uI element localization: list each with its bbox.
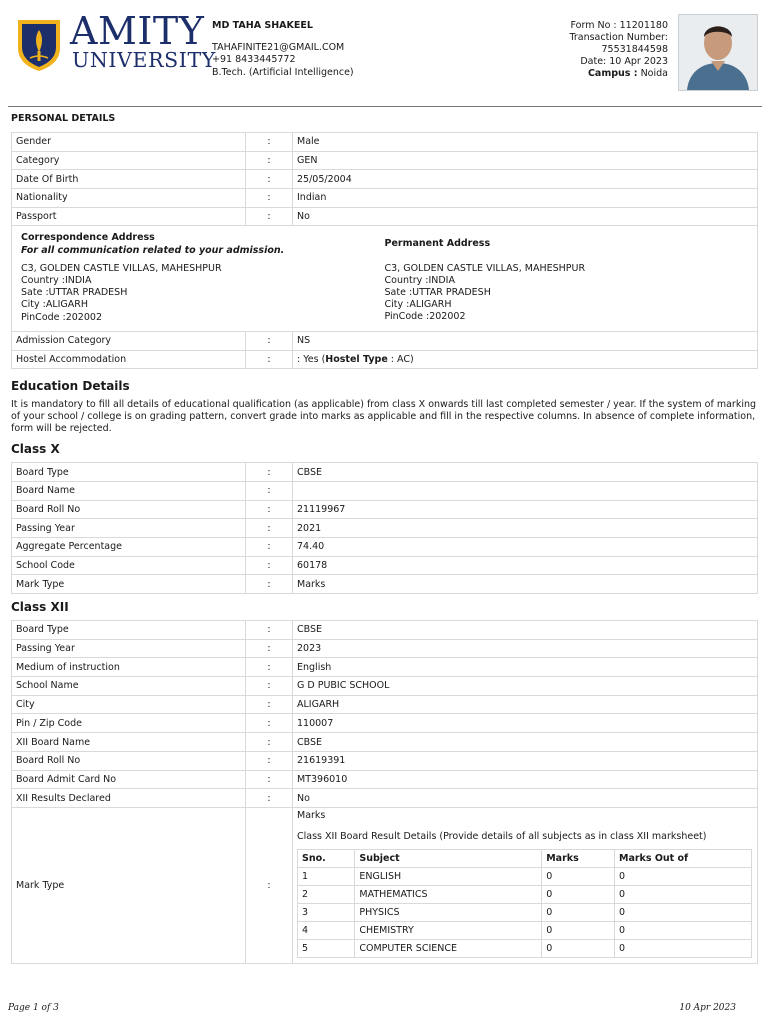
- row-separator: :: [246, 770, 293, 789]
- amity-crest-icon: [16, 18, 62, 72]
- row-value: 21119967: [293, 500, 758, 519]
- row-value: MT396010: [293, 770, 758, 789]
- row-value: No: [293, 207, 758, 226]
- row-separator: :: [246, 677, 293, 696]
- transaction-label: Transaction Number:: [569, 32, 668, 43]
- subject-cell: 0: [614, 885, 751, 903]
- permanent-title: Permanent Address: [384, 238, 491, 250]
- row-separator: :: [246, 556, 293, 575]
- row-label: Passing Year: [12, 519, 246, 538]
- subject-cell: 0: [542, 903, 615, 921]
- page-number: Page 1 of 3: [8, 1003, 59, 1013]
- row-separator: :: [246, 463, 293, 482]
- row-separator: :: [246, 519, 293, 538]
- row-label: Medium of instruction: [12, 658, 246, 677]
- row-label: Pin / Zip Code: [12, 714, 246, 733]
- row-separator: :: [246, 170, 293, 189]
- table-row: [12, 556, 758, 575]
- subject-cell: MATHEMATICS: [355, 885, 542, 903]
- table-row: [12, 133, 758, 152]
- table-row: [12, 151, 758, 170]
- row-separator: :: [246, 133, 293, 152]
- class-xii-title: Class XII: [11, 600, 69, 615]
- amity-logo: [16, 9, 216, 82]
- subject-cell: 1: [298, 867, 355, 885]
- table-row: [12, 207, 758, 226]
- subject-row: [298, 903, 752, 921]
- campus: Campus : Noida: [587, 68, 668, 79]
- table-row: [12, 695, 758, 714]
- personal-details-label: PERSONAL DETAILS: [11, 113, 116, 124]
- table-row: [12, 463, 758, 482]
- table-row: [12, 500, 758, 519]
- address-line: PinCode :202002: [384, 311, 466, 323]
- subject-row: [298, 921, 752, 939]
- address-line: Country :INDIA: [21, 275, 92, 287]
- row-label: Category: [12, 151, 246, 170]
- subject-cell: PHYSICS: [355, 903, 542, 921]
- row-separator: :: [246, 807, 293, 963]
- row-label: School Code: [12, 556, 246, 575]
- personal-details-table: [11, 132, 758, 226]
- row-separator: :: [246, 575, 293, 594]
- header-divider: [8, 106, 762, 107]
- row-label: Board Roll No: [12, 500, 246, 519]
- row-label: Aggregate Percentage: [12, 537, 246, 556]
- admission-table: [11, 331, 758, 369]
- row-separator: :: [246, 621, 293, 640]
- row-label: Mark Type: [12, 807, 246, 963]
- row-value: 25/05/2004: [293, 170, 758, 189]
- mark-type-value: Marks: [297, 809, 326, 821]
- table-row: [12, 770, 758, 789]
- row-label: XII Results Declared: [12, 789, 246, 808]
- row-value: English: [293, 658, 758, 677]
- table-row: [12, 331, 758, 350]
- table-row: [12, 170, 758, 189]
- form-content: [11, 111, 758, 964]
- row-separator: :: [246, 481, 293, 500]
- education-notice: It is mandatory to fill all details of educational qualification (as applicable) from class X onwards till last completed semester / year. If the system of marking of your school / college is on grading pattern, convert grade into marks as applicable and fill in the respective columns. In absence of complete information, form will be rejected.: [11, 399, 757, 435]
- address-line: PinCode :202002: [21, 311, 102, 323]
- subject-cell: 0: [614, 903, 751, 921]
- row-value: CBSE: [293, 621, 758, 640]
- row-label: Board Type: [12, 463, 246, 482]
- row-separator: :: [246, 789, 293, 808]
- row-value: 60178: [293, 556, 758, 575]
- row-value: 74.40: [293, 537, 758, 556]
- class-xii-table: [11, 620, 758, 964]
- applicant-name: MD TAHA SHAKEEL: [212, 20, 313, 31]
- row-value: No: [293, 789, 758, 808]
- applicant-photo: [678, 14, 758, 91]
- subject-cell: 0: [542, 939, 615, 957]
- address-line: Country :INDIA: [384, 274, 455, 286]
- brand-subname: UNIVERSITY: [72, 48, 216, 72]
- subject-cell: COMPUTER SCIENCE: [355, 939, 542, 957]
- applicant-info: [212, 20, 354, 79]
- table-row: [12, 350, 758, 369]
- subject-cell: 0: [542, 885, 615, 903]
- address-line: C3, GOLDEN CASTLE VILLAS, MAHESHPUR: [384, 262, 586, 274]
- row-label: Mark Type: [12, 575, 246, 594]
- row-label: Date Of Birth: [12, 170, 246, 189]
- transaction-number: 75531844598: [601, 44, 668, 55]
- address-line: City :ALIGARH: [21, 299, 89, 311]
- subject-cell: ENGLISH: [355, 867, 542, 885]
- address-line: Sate :UTTAR PRADESH: [21, 287, 128, 299]
- row-separator: :: [246, 714, 293, 733]
- row-value: [293, 481, 758, 500]
- subject-cell: 3: [298, 903, 355, 921]
- applicant-email: TAHAFINITE21@GMAIL.COM: [212, 41, 345, 53]
- result-caption: Class XII Board Result Details (Provide details of all subjects as in class XII marksheet): [297, 830, 707, 842]
- table-row: [12, 677, 758, 696]
- form-header: [8, 10, 760, 102]
- row-label: Board Admit Card No: [12, 770, 246, 789]
- form-date: Date: 10 Apr 2023: [580, 56, 668, 67]
- address-block: [11, 226, 758, 330]
- row-value: GEN: [293, 151, 758, 170]
- class-x-title: Class X: [11, 442, 60, 457]
- row-label: City: [12, 695, 246, 714]
- row-label: Admission Category: [12, 331, 246, 350]
- row-label: Hostel Accommodation: [12, 350, 246, 369]
- row-label: Board Type: [12, 621, 246, 640]
- row-separator: :: [246, 331, 293, 350]
- applicant-photo-image: [679, 15, 757, 90]
- correspondence-title: Correspondence Address: [21, 232, 155, 244]
- form-number: Form No : 11201180: [570, 20, 668, 31]
- footer-date: 10 Apr 2023: [679, 1003, 736, 1013]
- column-header: Marks Out of: [614, 849, 751, 867]
- subject-cell: 0: [614, 921, 751, 939]
- row-label: Passing Year: [12, 639, 246, 658]
- form-info: [569, 20, 668, 80]
- subject-cell: 4: [298, 921, 355, 939]
- column-header: Sno.: [298, 849, 355, 867]
- row-value: 110007: [293, 714, 758, 733]
- row-separator: :: [246, 751, 293, 770]
- row-label: XII Board Name: [12, 733, 246, 752]
- subject-cell: 2: [298, 885, 355, 903]
- column-header: Subject: [355, 849, 542, 867]
- class-x-table: [11, 462, 758, 594]
- row-separator: :: [246, 189, 293, 208]
- table-row: [12, 639, 758, 658]
- permanent-address: [385, 232, 749, 323]
- row-separator: :: [246, 537, 293, 556]
- row-value: 2021: [293, 519, 758, 538]
- row-label: Passport: [12, 207, 246, 226]
- row-separator: :: [246, 207, 293, 226]
- subject-cell: 0: [614, 867, 751, 885]
- table-row: [12, 733, 758, 752]
- address-line: C3, GOLDEN CASTLE VILLAS, MAHESHPUR: [21, 262, 222, 274]
- education-title: Education Details: [11, 379, 130, 394]
- table-row: [12, 751, 758, 770]
- table-row: [12, 575, 758, 594]
- table-row: [12, 519, 758, 538]
- correspondence-note: For all communication related to your admission.: [21, 244, 285, 256]
- row-value: Marks: [293, 575, 758, 594]
- row-separator: :: [246, 350, 293, 369]
- subject-cell: CHEMISTRY: [355, 921, 542, 939]
- row-label: Nationality: [12, 189, 246, 208]
- subject-cell: 0: [542, 867, 615, 885]
- row-value: ALIGARH: [293, 695, 758, 714]
- row-label: Board Roll No: [12, 751, 246, 770]
- row-separator: :: [246, 151, 293, 170]
- row-separator: :: [246, 695, 293, 714]
- table-row: [12, 481, 758, 500]
- applicant-program: B.Tech. (Artificial Intelligence): [212, 66, 354, 78]
- hostel-value: : Yes (Hostel Type : AC): [293, 350, 758, 369]
- correspondence-address: [21, 232, 385, 323]
- row-value: Indian: [293, 189, 758, 208]
- row-value: Male: [293, 133, 758, 152]
- row-value: CBSE: [293, 733, 758, 752]
- row-separator: :: [246, 500, 293, 519]
- row-separator: :: [246, 639, 293, 658]
- row-label: Board Name: [12, 481, 246, 500]
- row-separator: :: [246, 658, 293, 677]
- subject-cell: 5: [298, 939, 355, 957]
- row-value: NS: [293, 331, 758, 350]
- table-row: [12, 621, 758, 640]
- row-value: G D PUBIC SCHOOL: [293, 677, 758, 696]
- table-row: [12, 658, 758, 677]
- brand-name: AMITY: [70, 9, 205, 53]
- mark-type-cell: [293, 807, 758, 963]
- applicant-phone: +91 8433445772: [212, 54, 296, 65]
- table-row: [12, 537, 758, 556]
- row-value: 21619391: [293, 751, 758, 770]
- table-row: [12, 714, 758, 733]
- row-label: School Name: [12, 677, 246, 696]
- subject-cell: 0: [542, 921, 615, 939]
- subject-row: [298, 867, 752, 885]
- address-line: Sate :UTTAR PRADESH: [384, 287, 491, 299]
- row-separator: :: [246, 733, 293, 752]
- row-label: Gender: [12, 133, 246, 152]
- subject-row: [298, 939, 752, 957]
- table-row: [12, 189, 758, 208]
- subjects-table: [297, 849, 752, 958]
- table-row: [12, 807, 758, 963]
- address-line: City :ALIGARH: [384, 299, 452, 311]
- subject-row: [298, 885, 752, 903]
- column-header: Marks: [542, 849, 615, 867]
- table-row: [12, 789, 758, 808]
- row-value: CBSE: [293, 463, 758, 482]
- row-value: 2023: [293, 639, 758, 658]
- subject-cell: 0: [614, 939, 751, 957]
